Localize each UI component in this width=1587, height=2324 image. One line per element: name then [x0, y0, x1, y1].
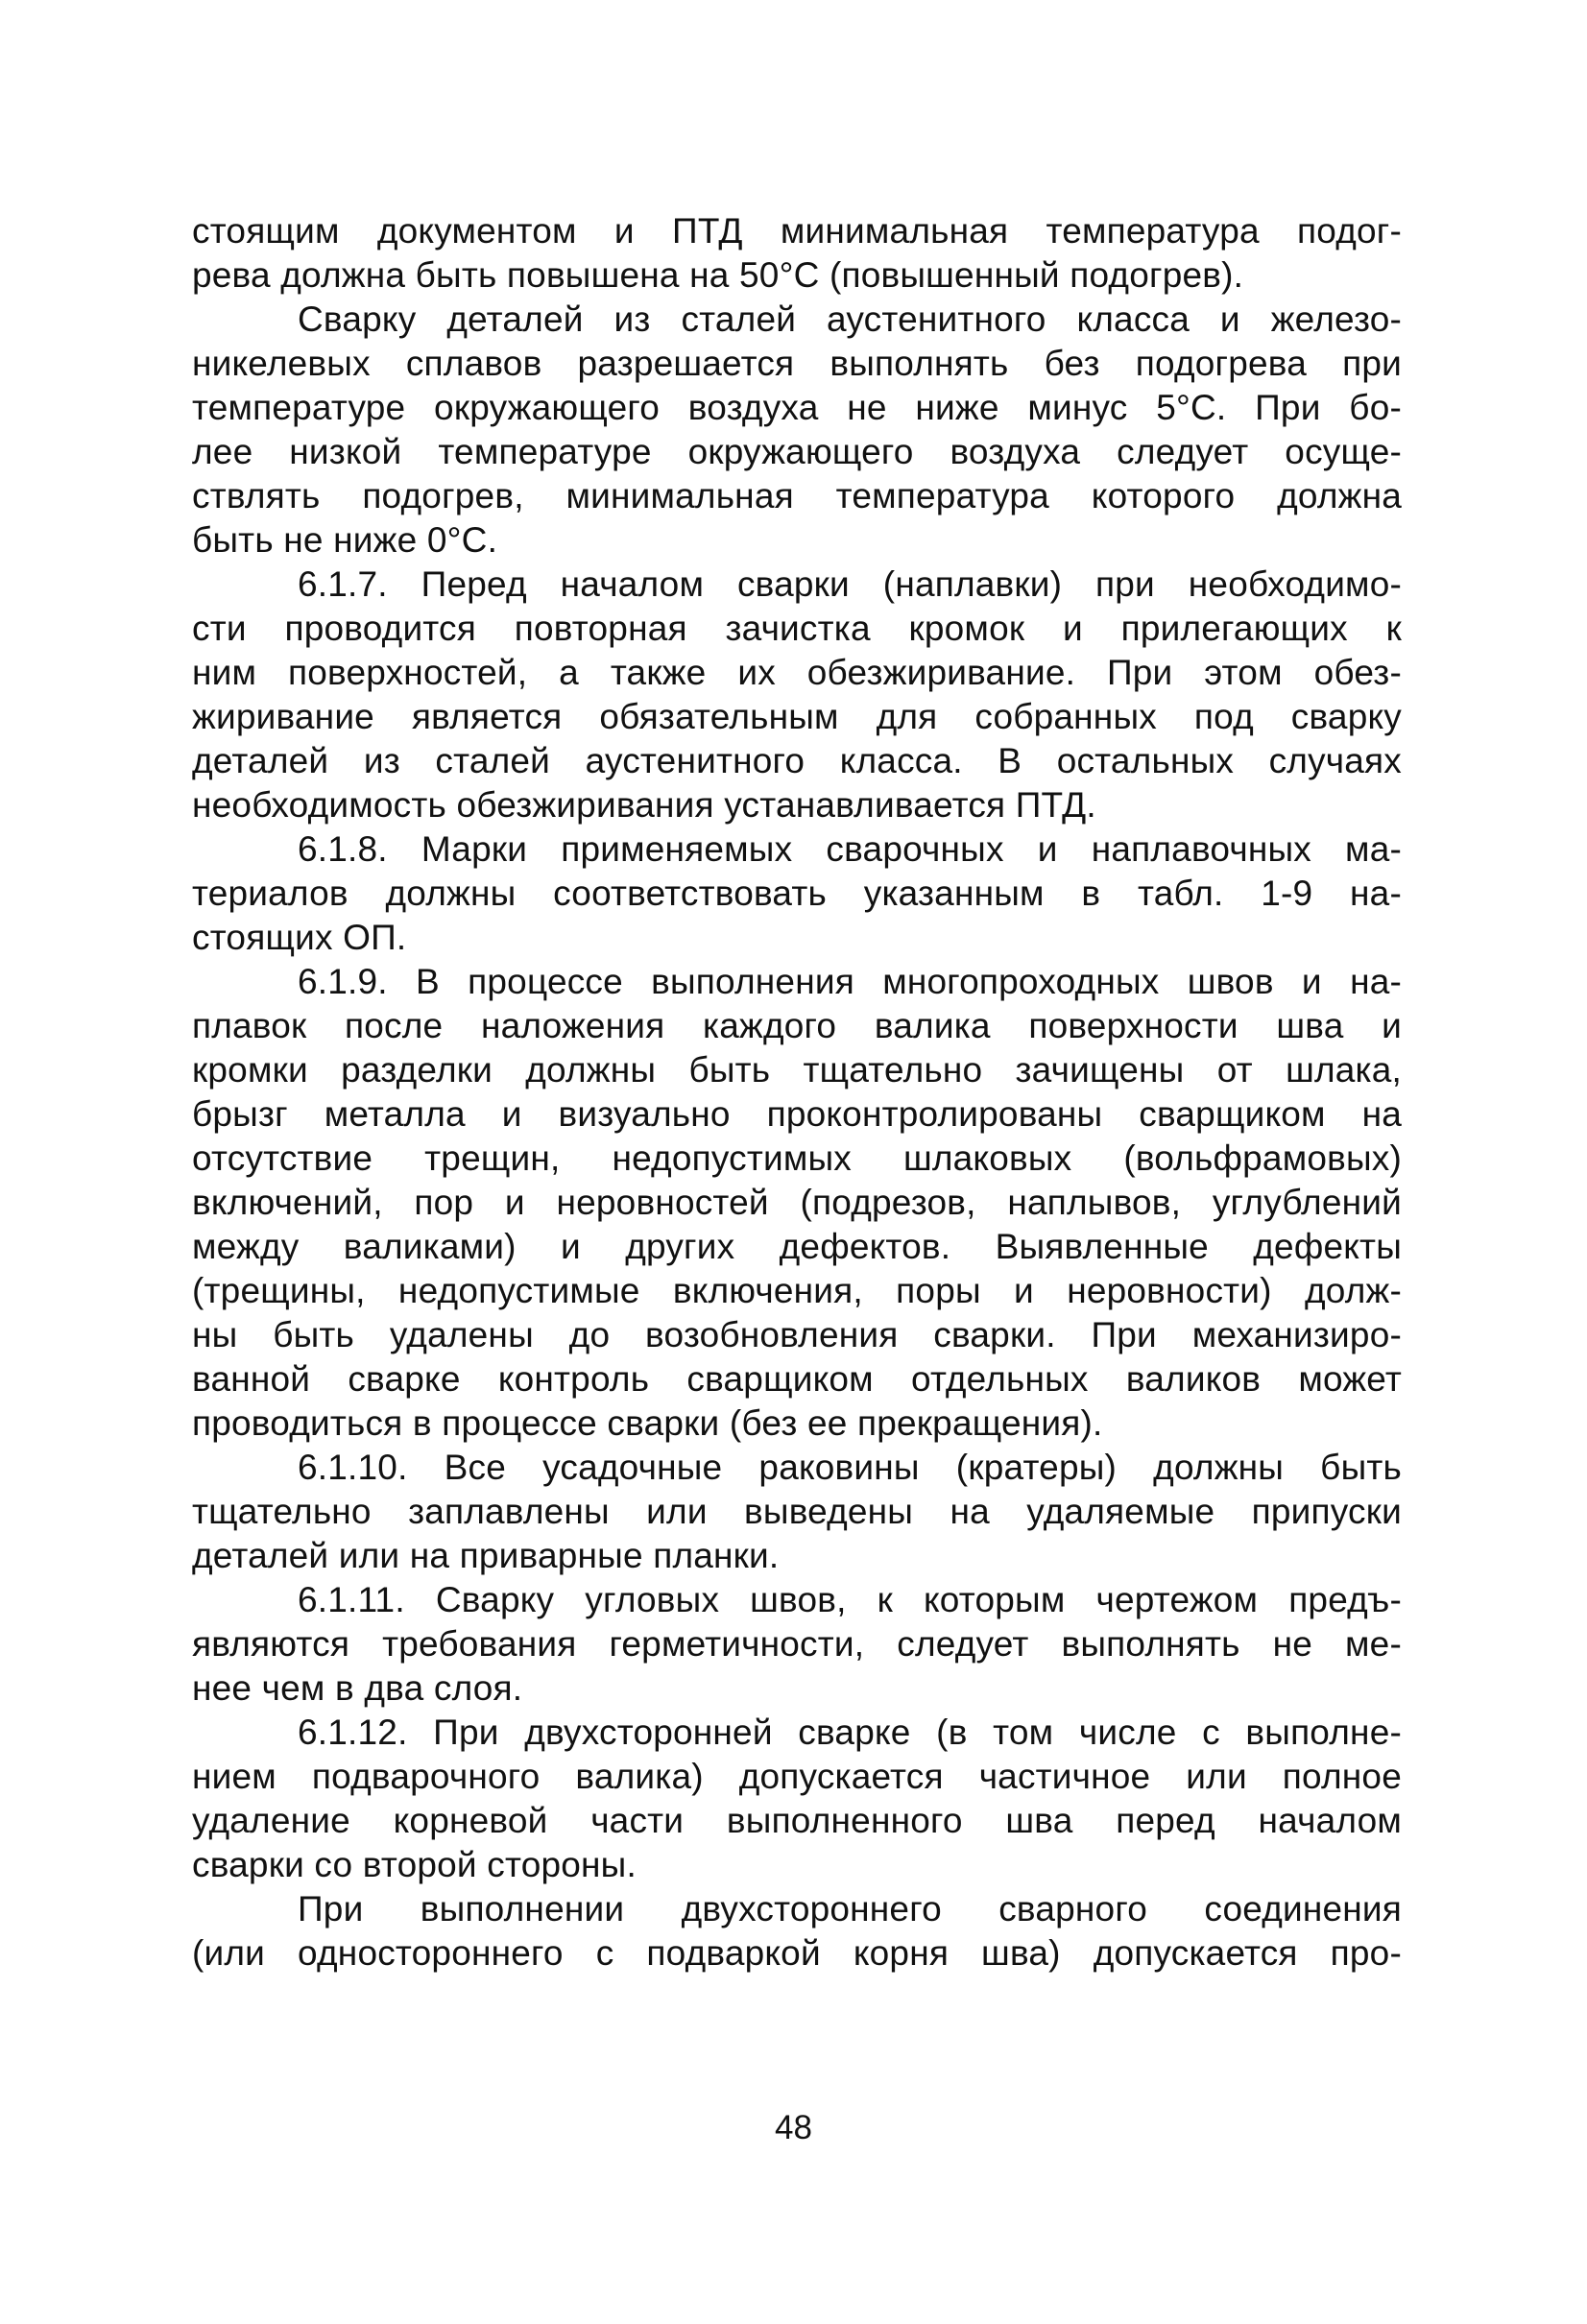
- text-line: никелевых сплавов разрешается выполнять без подогрева при: [192, 344, 1402, 383]
- text-line: 6.1.9. В процессе выполнения многопроходных швов и на-: [298, 962, 1402, 1001]
- text-line: тщательно заплавлены или выведены на удаляемые припуски: [192, 1492, 1402, 1531]
- text-line: температуре окружающего воздуха не ниже минус 5°С. При бо-: [192, 388, 1402, 427]
- text-line: 6.1.12. При двухсторонней сварке (в том числе с выполне-: [298, 1713, 1402, 1752]
- text-line: стоящим документом и ПТД минимальная температура подог-: [192, 211, 1402, 251]
- text-line: проводиться в процессе сварки (без ее прекращения).: [192, 1403, 1103, 1443]
- text-line: являются требования герметичности, следует выполнять не ме-: [192, 1624, 1402, 1664]
- text-line: рева должна быть повышена на 50°С (повышенный подогрев).: [192, 255, 1244, 295]
- text-line: 6.1.10. Все усадочные раковины (кратеры) должны быть: [298, 1448, 1402, 1487]
- text-line: кромки разделки должны быть тщательно зачищены от шлака,: [192, 1050, 1402, 1090]
- text-line: териалов должны соответствовать указанным в табл. 1-9 на-: [192, 874, 1402, 913]
- text-line: ванной сварке контроль сварщиком отдельных валиков может: [192, 1359, 1402, 1399]
- text-line: деталей из сталей аустенитного класса. В остальных случаях: [192, 741, 1402, 780]
- text-line: плавок после наложения каждого валика поверхности шва и: [192, 1006, 1402, 1045]
- page-number: 48: [775, 2109, 812, 2146]
- text-line: ним поверхностей, а также их обезжиривание. При этом обез-: [192, 653, 1402, 692]
- text-line: нее чем в два слоя.: [192, 1668, 523, 1708]
- text-line: отсутствие трещин, недопустимых шлаковых (вольфрамовых): [192, 1138, 1402, 1178]
- text-line: стоящих ОП.: [192, 918, 407, 957]
- text-line: деталей или на приварные планки.: [192, 1536, 780, 1575]
- text-line: 6.1.7. Перед началом сварки (наплавки) при необходимо-: [298, 564, 1402, 604]
- text-line: ствлять подогрев, минимальная температура которого должна: [192, 476, 1402, 515]
- text-line: жиривание является обязательным для собранных под сварку: [192, 697, 1402, 736]
- text-line: 6.1.8. Марки применяемых сварочных и наплавочных ма-: [298, 829, 1402, 869]
- body-text: [192, 209, 1402, 1976]
- text-line: ны быть удалены до возобновления сварки. При механизиро-: [192, 1315, 1402, 1354]
- text-line: лее низкой температуре окружающего воздуха следует осуще-: [192, 432, 1402, 471]
- text-line: При выполнении двухстороннего сварного соединения: [298, 1889, 1402, 1929]
- text-line: (или одностороннего с подваркой корня шва) допускается про-: [192, 1933, 1402, 1973]
- text-line: удаление корневой части выполненного шва перед началом: [192, 1801, 1402, 1840]
- text-line: Сварку деталей из сталей аустенитного класса и железо-: [298, 299, 1402, 339]
- text-line: между валиками) и других дефектов. Выявленные дефекты: [192, 1227, 1402, 1266]
- text-line: сти проводится повторная зачистка кромок и прилегающих к: [192, 609, 1402, 648]
- text-line: (трещины, недопустимые включения, поры и неровности) долж-: [192, 1271, 1402, 1310]
- text-line: 6.1.11. Сварку угловых швов, к которым чертежом предъ-: [298, 1580, 1402, 1619]
- text-line: нием подварочного валика) допускается частичное или полное: [192, 1757, 1402, 1796]
- text-line: включений, пор и неровностей (подрезов, наплывов, углублений: [192, 1183, 1402, 1222]
- text-line: сварки со второй стороны.: [192, 1845, 637, 1884]
- text-line: брызг металла и визуально проконтролированы сварщиком на: [192, 1094, 1402, 1134]
- text-line: необходимость обезжиривания устанавливается ПТД.: [192, 785, 1096, 825]
- text-line: быть не ниже 0°С.: [192, 520, 498, 560]
